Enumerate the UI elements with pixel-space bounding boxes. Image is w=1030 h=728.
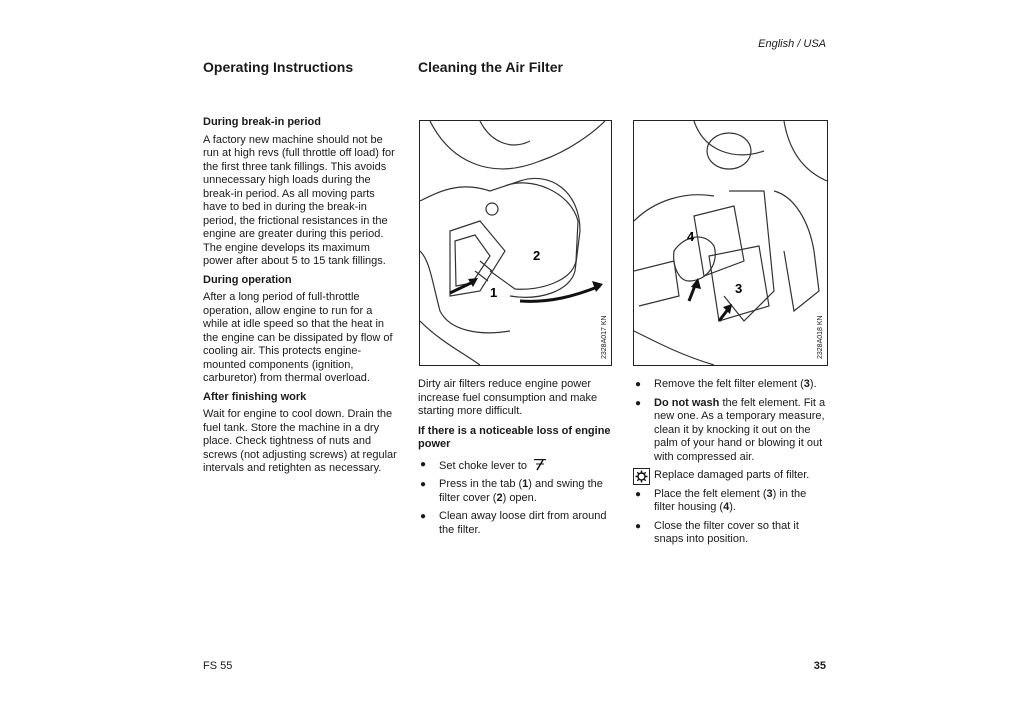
subheading-power-loss: If there is a noticeable loss of engine power [418, 424, 611, 450]
part-number: 4 [723, 501, 730, 513]
bullet-icon: ● [420, 479, 427, 490]
list-item [418, 458, 614, 474]
bullet-icon: ● [635, 520, 642, 532]
heading-break-in: During break-in period [203, 116, 321, 128]
figure-code: 2328A018 KN [817, 315, 824, 359]
list-item-text: Set choke lever to [439, 459, 528, 472]
page-number: 35 [813, 660, 826, 672]
note-text: Replace damaged parts of filter. [654, 469, 810, 481]
part-number: 2 [496, 491, 503, 504]
paragraph-operation: After a long period of full-throttle operation, allow engine to run for a while at idle speed so that the heat in the engine can be dissipated by flow of cooling air. This protects engine-mounted components (ignition, carburetor) from thermal overload. [203, 291, 393, 384]
language-label: English / USA [758, 38, 826, 50]
choke-symbol-icon [533, 458, 547, 471]
list-item-text: Remove the felt filter element ( [654, 378, 804, 390]
instructions-column-right [633, 378, 829, 552]
break-in-column [203, 116, 399, 480]
part-number: 3 [803, 378, 810, 390]
list-item [633, 378, 829, 392]
warning-text: Do not wash [654, 396, 720, 409]
fig-label-4: 4 [687, 229, 695, 244]
bullet-icon: ● [420, 458, 427, 470]
section-title: Operating Instructions [203, 59, 354, 75]
list-item [633, 488, 829, 515]
fig-label-1: 1 [490, 285, 498, 300]
list-item [633, 397, 829, 465]
list-item-text: Clean away loose dirt from around the filter. [439, 510, 607, 536]
bullet-icon: ● [635, 397, 642, 409]
list-item-text: Press in the tab ( [439, 478, 523, 490]
list-item-text: Place the felt element ( [654, 487, 767, 500]
instructions-column-left [418, 378, 614, 542]
list-item-text: ) in the filter housing ( [654, 487, 807, 513]
paragraph-break-in: A factory new machine should not be run at high revs (full throttle off load) for the first three tank fillings. This avoids unnecessary high loads during the break-in period. As all moving parts have to bed in during the break-in period, the frictional resistances in the engine are greater during this period. The engine develops its maximum power after about 5 to 15 tank fillings. [203, 133, 395, 267]
fig-label-3: 3 [735, 281, 743, 296]
figure-filter-element [633, 120, 828, 366]
paragraph-finishing: Wait for engine to cool down. Drain the fuel tank. Store the machine in a dry place. Check tightness of nuts and screws (not adjusting screws) at regular intervals and retighten as necessary. [203, 408, 397, 474]
bullet-icon: ● [420, 511, 427, 522]
fig-label-2: 2 [533, 248, 541, 263]
list-item-text: Close the filter cover so that it snaps into position. [654, 519, 799, 545]
note-icon [633, 468, 650, 485]
page-title: Cleaning the Air Filter [418, 59, 563, 75]
part-number: 1 [522, 478, 529, 490]
filter-element-illustration [634, 121, 827, 365]
list-item-text: ) and swing the filter cover ( [439, 478, 603, 504]
intro-paragraph: Dirty air filters reduce engine power increase fuel consumption and make starting more difficult. [418, 378, 598, 417]
bullet-icon: ● [635, 488, 642, 500]
list-item [418, 510, 614, 537]
part-number: 3 [766, 487, 773, 500]
list-item-text: ) open. [502, 491, 537, 504]
figure-open-filter-cover [419, 120, 612, 366]
bullet-icon: ● [635, 379, 642, 390]
figure-code: 2328A017 KN [601, 315, 608, 359]
list-item-text: the felt element. Fit a new one. As a temporary measure, clean it by knocking it out on the palm of your hand or blowing it out with compressed air. [654, 396, 826, 463]
heading-operation: During operation [203, 273, 292, 286]
list-item [633, 520, 829, 547]
filter-cover-illustration [420, 121, 611, 365]
heading-finishing: After finishing work [203, 390, 307, 403]
note-item [633, 469, 829, 483]
list-item [418, 478, 614, 505]
list-item-text: ). [809, 378, 817, 390]
list-item-text: ). [729, 501, 736, 513]
model-name: FS 55 [203, 660, 233, 672]
